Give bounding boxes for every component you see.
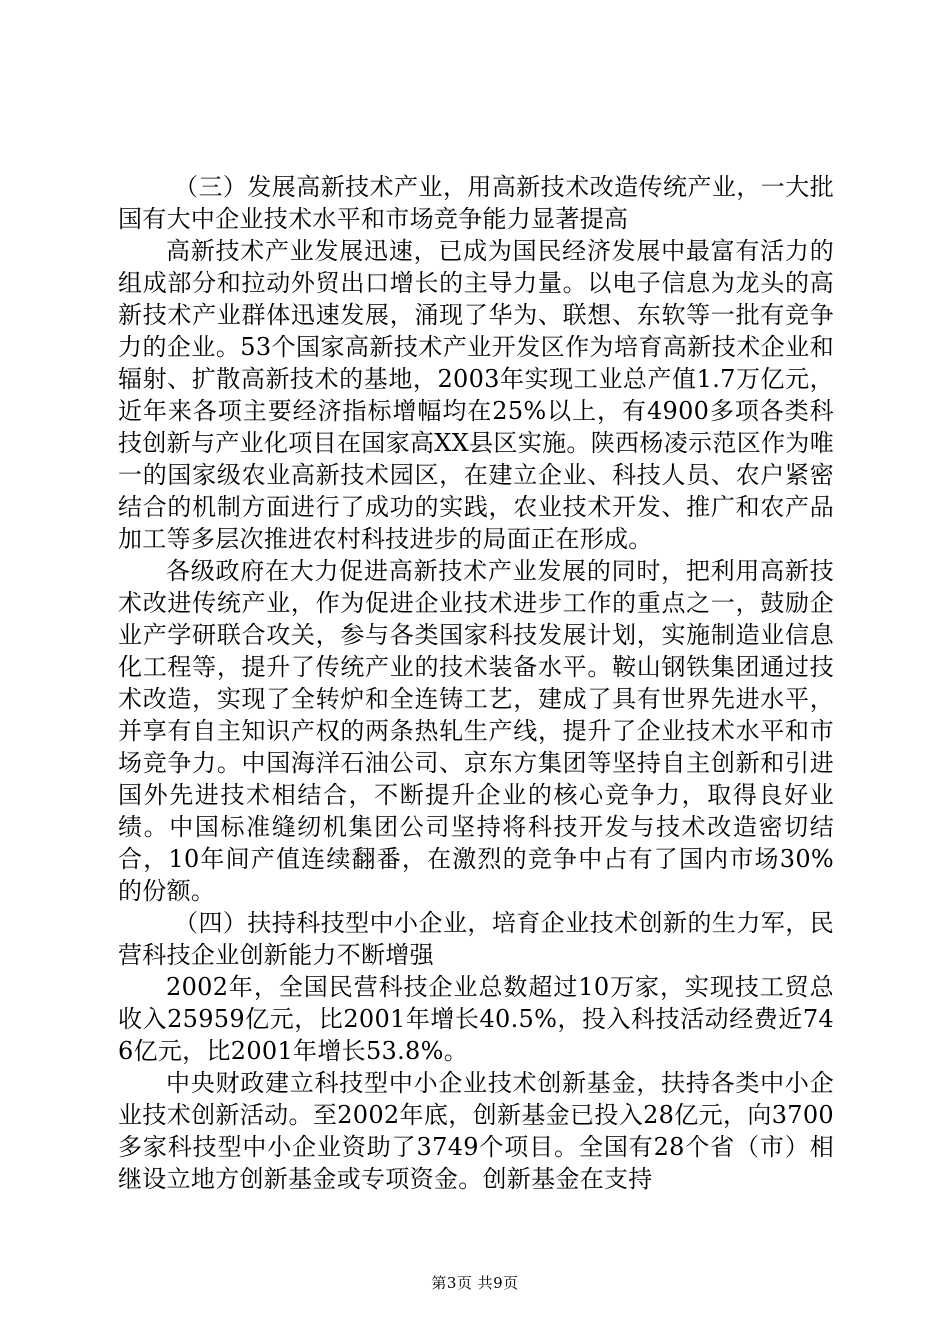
section-heading-4: （四）扶持科技型中小企业，培育企业技术创新的生力军，民营科技企业创新能力不断增强 [118,909,834,969]
page-footer: 第3页 共9页 [431,1274,519,1292]
document-body [118,171,834,1195]
body-paragraph: 中央财政建立科技型中小企业技术创新基金，扶持各类中小企业技术创新活动。至2002年底，创新基金已投入28亿元，向3700多家科技型中小企业资助了3749个项目。全国有28个省（市）相继设立地方创新基金或专项资金。创新基金在支持 [118,1069,834,1193]
section-heading-3: （三）发展高新技术产业，用高新技术改造传统产业，一大批国有大中企业技术水平和市场竞争能力显著提高 [118,173,834,233]
body-paragraph: 各级政府在大力促进高新技术产业发展的同时，把利用高新技术改进传统产业，作为促进企业技术进步工作的重点之一，鼓励企业产学研联合攻关，参与各类国家科技发展计划，实施制造业信息化工程等，提升了传统产业的技术装备水平。鞍山钢铁集团通过技术改造，实现了全转炉和全连铸工艺，建成了具有世界先进水平，并享有自主知识产权的两条热轧生产线，提升了企业技术水平和市场竞争力。中国海洋石油公司、京东方集团等坚持自主创新和引进国外先进技术相结合，不断提升企业的核心竞争力，取得良好业绩。中国标准缝纫机集团公司坚持将科技开发与技术改造密切结合，10年间产值连续翻番，在激烈的竞争中占有了国内市场30%的份额。 [118,557,834,905]
body-paragraph: 高新技术产业发展迅速，已成为国民经济发展中最富有活力的组成部分和拉动外贸出口增长的主导力量。以电子信息为龙头的高新技术产业群体迅速发展，涌现了华为、联想、东软等一批有竞争力的企业。53个国家高新技术产业开发区作为培育高新技术企业和辐射、扩散高新技术的基地，2003年实现工业总产值1.7万亿元，近年来各项主要经济指标增幅均在25%以上，有4900多项各类科技创新与产业化项目在国家高XX县区实施。陕西杨凌示范区作为唯一的国家级农业高新技术园区，在建立企业、科技人员、农户紧密结合的机制方面进行了成功的实践，农业技术开发、推广和农产品加工等多层次推进农村科技进步的局面正在形成。 [118,237,834,553]
body-paragraph: 2002年，全国民营科技企业总数超过10万家，实现技工贸总收入25959亿元，比2001年增长40.5%，投入科技活动经费近746亿元，比2001年增长53.8%。 [118,973,834,1065]
